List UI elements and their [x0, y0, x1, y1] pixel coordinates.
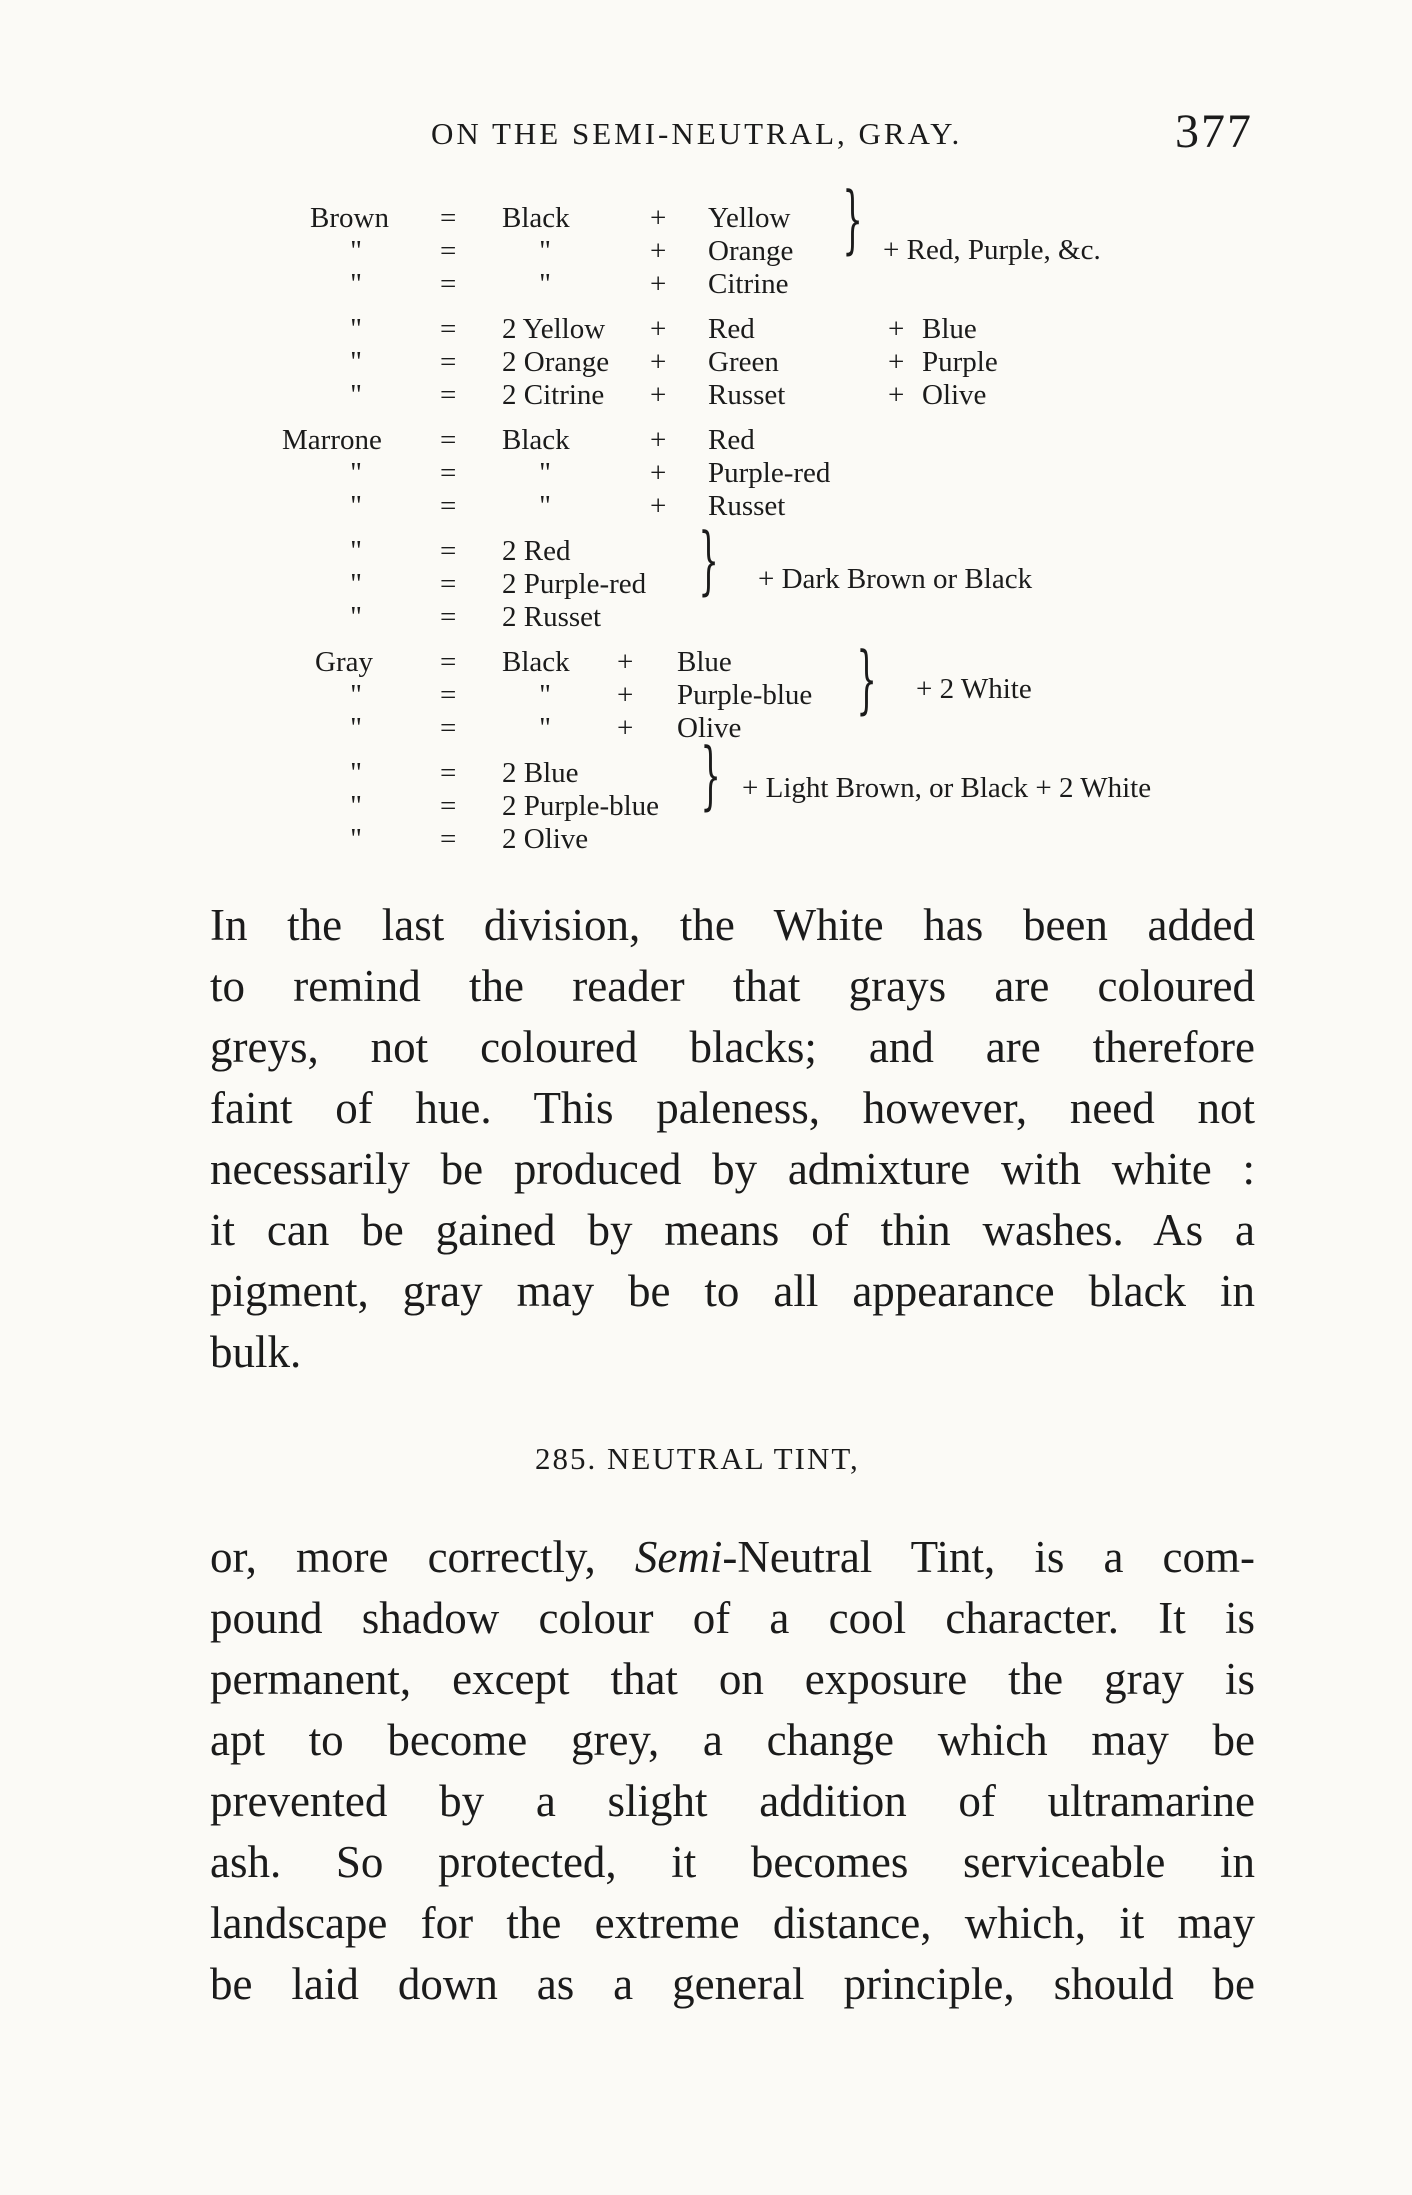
table-cell-label: "	[350, 379, 362, 411]
table-cell-b: Citrine	[708, 268, 789, 300]
paragraph-line-first	[210, 1527, 1255, 1588]
table-cell-label: "	[350, 712, 362, 744]
table-cell-a: 2 Russet	[502, 601, 602, 633]
brace-brown-1: }	[842, 175, 863, 263]
table-cell-equals: =	[440, 424, 457, 456]
table-cell-b: Russet	[708, 490, 786, 522]
paragraph-line: pound shadow colour of a cool character. It is	[210, 1593, 1255, 1643]
table-cell-c: Olive	[922, 379, 987, 411]
table-cell-label: "	[350, 679, 362, 711]
paragraph-line: greys, not coloured blacks; and are therefore	[210, 1022, 1255, 1072]
table-cell-label: "	[350, 757, 362, 789]
table-cell-plus: +	[888, 379, 905, 411]
table-cell-plus: +	[650, 490, 667, 522]
table-cell-label: Gray	[315, 646, 373, 678]
table-cell-b: Blue	[677, 646, 732, 678]
table-cell-b: Purple-blue	[677, 679, 813, 711]
page-number: 377	[1175, 105, 1253, 158]
table-cell-b: Green	[708, 346, 779, 378]
suffix-gray-1: + 2 White	[916, 673, 1032, 705]
table-cell-a: "	[539, 457, 551, 489]
table-cell-equals: =	[440, 646, 457, 678]
text-run: -Neutral Tint, is a com-	[722, 1532, 1255, 1582]
table-cell-label: "	[350, 313, 362, 345]
table-cell-b: Russet	[708, 379, 786, 411]
table-cell-label: "	[350, 346, 362, 378]
table-cell-plus: +	[650, 346, 667, 378]
suffix-brown-1: + Red, Purple, &c.	[883, 234, 1101, 266]
paragraph-line: faint of hue. This paleness, however, need not	[210, 1083, 1255, 1133]
table-cell-plus: +	[650, 457, 667, 489]
table-cell-a: 2 Red	[502, 535, 571, 567]
paragraph-line: prevented by a slight addition of ultramarine	[210, 1776, 1255, 1826]
paragraph-gray-division	[210, 895, 1255, 1383]
table-cell-a: 2 Orange	[502, 346, 610, 378]
table-cell-equals: =	[440, 823, 457, 855]
table-cell-plus: +	[650, 424, 667, 456]
paragraph-line: In the last division, the White has been added	[210, 900, 1255, 950]
table-cell-b: Red	[708, 424, 755, 456]
table-cell-plus: +	[888, 346, 905, 378]
table-cell-plus: +	[650, 235, 667, 267]
table-cell-plus: +	[617, 712, 634, 744]
table-cell-equals: =	[440, 568, 457, 600]
table-cell-equals: =	[440, 202, 457, 234]
table-cell-plus: +	[617, 679, 634, 711]
table-cell-plus: +	[650, 268, 667, 300]
table-cell-c: Blue	[922, 313, 977, 345]
table-cell-a: Black	[502, 424, 570, 456]
table-cell-label: "	[350, 601, 362, 633]
paragraph-neutral-tint	[210, 1527, 1255, 2015]
table-cell-a: "	[539, 679, 551, 711]
brace-gray-2: }	[700, 731, 721, 819]
paragraph-line: ash. So protected, it becomes serviceable in	[210, 1837, 1255, 1887]
brace-gray-1: }	[856, 635, 877, 723]
table-cell-label: "	[350, 568, 362, 600]
table-cell-c: Purple	[922, 346, 998, 378]
table-cell-equals: =	[440, 790, 457, 822]
table-cell-a: 2 Yellow	[502, 313, 606, 345]
table-cell-label: "	[350, 535, 362, 567]
table-cell-a: Black	[502, 646, 570, 678]
table-cell-plus: +	[650, 202, 667, 234]
table-cell-b: Red	[708, 313, 755, 345]
paragraph-line: apt to become grey, a change which may be	[210, 1715, 1255, 1765]
table-cell-plus: +	[650, 313, 667, 345]
paragraph-line: necessarily be produced by admixture with white :	[210, 1144, 1255, 1194]
table-cell-a: "	[539, 490, 551, 522]
table-cell-equals: =	[440, 712, 457, 744]
table-cell-label: Marrone	[282, 424, 382, 456]
table-cell-equals: =	[440, 235, 457, 267]
paragraph-line: pigment, gray may be to all appearance black in	[210, 1266, 1255, 1316]
suffix-marrone-2: + Dark Brown or Black	[758, 563, 1033, 595]
table-cell-b: Olive	[677, 712, 742, 744]
table-cell-plus: +	[617, 646, 634, 678]
table-cell-equals: =	[440, 457, 457, 489]
table-cell-equals: =	[440, 535, 457, 567]
table-cell-plus: +	[888, 313, 905, 345]
table-cell-equals: =	[440, 346, 457, 378]
text-run: or, more correctly,	[210, 1532, 635, 1582]
table-cell-b: Purple-red	[708, 457, 831, 489]
table-cell-equals: =	[440, 757, 457, 789]
table-cell-label: "	[350, 790, 362, 822]
table-cell-equals: =	[440, 379, 457, 411]
table-cell-label: "	[350, 235, 362, 267]
paragraph-line: to remind the reader that grays are coloured	[210, 961, 1255, 1011]
table-cell-equals: =	[440, 313, 457, 345]
table-cell-b: Orange	[708, 235, 794, 267]
section-heading: 285. NEUTRAL TINT,	[535, 1441, 860, 1476]
table-cell-label: "	[350, 823, 362, 855]
table-cell-a: 2 Purple-red	[502, 568, 647, 600]
paragraph-line: it can be gained by means of thin washes. As a	[210, 1205, 1255, 1255]
table-cell-a: "	[539, 268, 551, 300]
table-cell-a: 2 Blue	[502, 757, 579, 789]
table-cell-equals: =	[440, 601, 457, 633]
table-cell-b: Yellow	[708, 202, 791, 234]
paragraph-line: be laid down as a general principle, should be	[210, 1959, 1255, 2009]
table-cell-label: "	[350, 490, 362, 522]
brace-marrone-2: }	[698, 516, 719, 604]
table-cell-equals: =	[440, 679, 457, 711]
table-cell-a: Black	[502, 202, 570, 234]
table-cell-label: Brown	[310, 202, 389, 234]
table-cell-a: "	[539, 235, 551, 267]
table-cell-equals: =	[440, 268, 457, 300]
italic-run: Semi	[634, 1532, 723, 1582]
table-cell-a: 2 Purple-blue	[502, 790, 660, 822]
running-header-title: ON THE SEMI-NEUTRAL, GRAY.	[431, 116, 963, 151]
table-cell-plus: +	[650, 379, 667, 411]
paragraph-line: permanent, except that on exposure the gray is	[210, 1654, 1255, 1704]
paragraph-line: bulk.	[210, 1327, 302, 1377]
table-cell-a: "	[539, 712, 551, 744]
suffix-gray-2: + Light Brown, or Black + 2 White	[742, 772, 1152, 804]
table-cell-a: 2 Citrine	[502, 379, 605, 411]
paragraph-line: landscape for the extreme distance, which, it may	[210, 1898, 1255, 1948]
table-cell-label: "	[350, 457, 362, 489]
table-cell-equals: =	[440, 490, 457, 522]
table-cell-a: 2 Olive	[502, 823, 589, 855]
table-cell-label: "	[350, 268, 362, 300]
